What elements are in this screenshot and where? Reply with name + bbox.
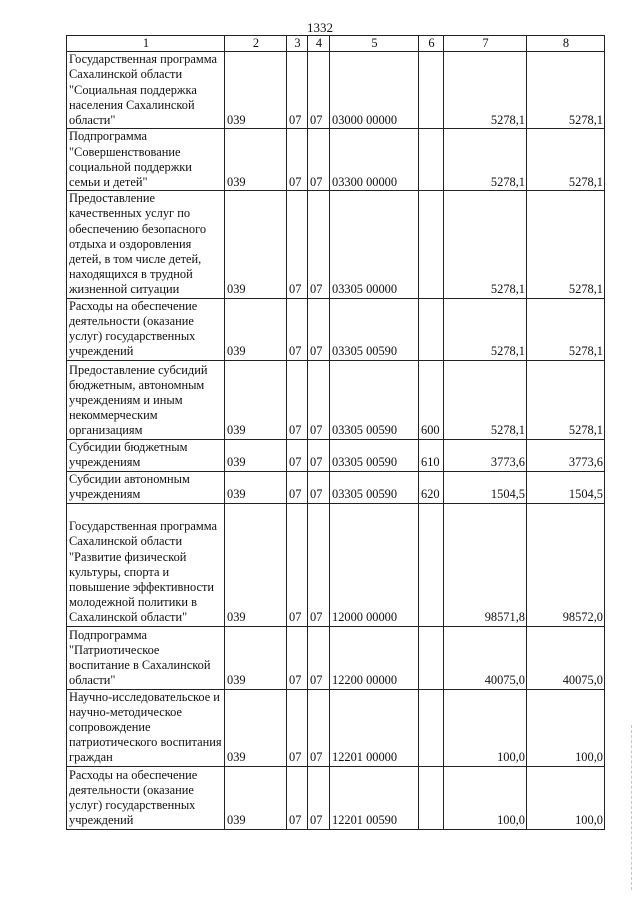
row-section-cell: 07 <box>287 129 308 191</box>
row-subsection-cell: 07 <box>308 129 330 191</box>
row-amount2-cell: 98572,0 <box>527 503 605 626</box>
row-code-cell: 039 <box>225 298 287 360</box>
row-amount2-cell: 5278,1 <box>527 298 605 360</box>
row-amount2-cell: 3773,6 <box>527 439 605 471</box>
table-row <box>67 626 605 689</box>
header-cell: 7 <box>444 36 527 52</box>
row-name-cell: Государственная программа Сахалинской области "Социальная поддержка населения Сахалинской области" <box>67 52 225 129</box>
row-section-cell: 07 <box>287 52 308 129</box>
scan-edge-marks <box>631 725 634 890</box>
row-code-cell: 039 <box>225 52 287 129</box>
table-row <box>67 766 605 829</box>
table-row <box>67 191 605 298</box>
row-name-cell: Подпрограмма "Совершенствование социальной поддержки семьи и детей" <box>67 129 225 191</box>
row-expense-type-cell <box>419 298 444 360</box>
row-amount-cell: 100,0 <box>444 766 527 829</box>
row-amount2-cell: 100,0 <box>527 766 605 829</box>
row-code-cell: 039 <box>225 360 287 439</box>
row-subsection-cell: 07 <box>308 626 330 689</box>
row-expense-type-cell: 600 <box>419 360 444 439</box>
table-row <box>67 298 605 360</box>
row-code-cell: 039 <box>225 766 287 829</box>
row-amount2-cell: 5278,1 <box>527 52 605 129</box>
row-expense-type-cell <box>419 766 444 829</box>
row-amount-cell: 5278,1 <box>444 129 527 191</box>
row-code-cell: 039 <box>225 626 287 689</box>
row-amount2-cell: 100,0 <box>527 689 605 766</box>
row-target-cell: 12201 00590 <box>330 766 419 829</box>
page-number: 1332 <box>307 20 333 35</box>
row-section-cell: 07 <box>287 360 308 439</box>
table-row <box>67 360 605 439</box>
table-row <box>67 439 605 471</box>
row-name-cell: Субсидии автономным учреждениям <box>67 471 225 503</box>
table-row <box>67 52 605 129</box>
header-cell: 3 <box>287 36 308 52</box>
row-code-cell: 039 <box>225 191 287 298</box>
row-amount-cell: 98571,8 <box>444 503 527 626</box>
row-expense-type-cell <box>419 129 444 191</box>
row-name-cell: Государственная программа Сахалинской области "Развитие физической культуры, спорта и повышение эффективности молодежной политики в Сахалинской области" <box>67 503 225 626</box>
row-amount2-cell: 1504,5 <box>527 471 605 503</box>
row-expense-type-cell: 620 <box>419 471 444 503</box>
table-row <box>67 689 605 766</box>
row-section-cell: 07 <box>287 626 308 689</box>
row-section-cell: 07 <box>287 298 308 360</box>
row-subsection-cell: 07 <box>308 191 330 298</box>
row-amount-cell: 5278,1 <box>444 360 527 439</box>
table-row <box>67 129 605 191</box>
row-expense-type-cell <box>419 191 444 298</box>
row-name-cell: Предоставление качественных услуг по обеспечению безопасного отдыха и оздоровления детей, в том числе детей, находящихся в трудной жизненной ситуации <box>67 191 225 298</box>
row-code-cell: 039 <box>225 689 287 766</box>
row-name-cell: Расходы на обеспечение деятельности (оказание услуг) государственных учреждений <box>67 298 225 360</box>
row-expense-type-cell <box>419 503 444 626</box>
row-section-cell: 07 <box>287 503 308 626</box>
row-section-cell: 07 <box>287 439 308 471</box>
row-code-cell: 039 <box>225 439 287 471</box>
row-subsection-cell: 07 <box>308 52 330 129</box>
row-code-cell: 039 <box>225 471 287 503</box>
row-target-cell: 03305 00590 <box>330 360 419 439</box>
row-amount-cell: 5278,1 <box>444 191 527 298</box>
row-name-cell: Субсидии бюджетным учреждениям <box>67 439 225 471</box>
row-subsection-cell: 07 <box>308 298 330 360</box>
row-expense-type-cell <box>419 626 444 689</box>
row-amount-cell: 5278,1 <box>444 52 527 129</box>
row-name-cell: Подпрограмма "Патриотическое воспитание в Сахалинской области" <box>67 626 225 689</box>
row-target-cell: 12000 00000 <box>330 503 419 626</box>
row-code-cell: 039 <box>225 503 287 626</box>
row-amount2-cell: 5278,1 <box>527 129 605 191</box>
header-row <box>67 36 605 52</box>
row-target-cell: 03305 00590 <box>330 471 419 503</box>
header-cell: 8 <box>527 36 605 52</box>
row-amount-cell: 40075,0 <box>444 626 527 689</box>
row-subsection-cell: 07 <box>308 360 330 439</box>
row-subsection-cell: 07 <box>308 766 330 829</box>
row-target-cell: 12200 00000 <box>330 626 419 689</box>
row-amount-cell: 100,0 <box>444 689 527 766</box>
row-amount2-cell: 40075,0 <box>527 626 605 689</box>
row-section-cell: 07 <box>287 471 308 503</box>
table-body <box>67 52 605 829</box>
row-subsection-cell: 07 <box>308 503 330 626</box>
row-subsection-cell: 07 <box>308 471 330 503</box>
table-row <box>67 471 605 503</box>
row-name-cell: Научно-исследовательское и научно-методическое сопровождение патриотического воспитания граждан <box>67 689 225 766</box>
row-target-cell: 03305 00590 <box>330 439 419 471</box>
row-target-cell: 03305 00000 <box>330 191 419 298</box>
row-amount-cell: 3773,6 <box>444 439 527 471</box>
row-subsection-cell: 07 <box>308 439 330 471</box>
header-cell: 6 <box>419 36 444 52</box>
budget-table <box>66 35 605 830</box>
row-target-cell: 03000 00000 <box>330 52 419 129</box>
header-cell: 2 <box>225 36 287 52</box>
table-row <box>67 503 605 626</box>
header-cell: 1 <box>67 36 225 52</box>
row-expense-type-cell <box>419 52 444 129</box>
header-cell: 5 <box>330 36 419 52</box>
row-section-cell: 07 <box>287 191 308 298</box>
row-target-cell: 12201 00000 <box>330 689 419 766</box>
row-expense-type-cell <box>419 689 444 766</box>
row-expense-type-cell: 610 <box>419 439 444 471</box>
header-cell: 4 <box>308 36 330 52</box>
row-target-cell: 03305 00590 <box>330 298 419 360</box>
row-amount2-cell: 5278,1 <box>527 360 605 439</box>
row-target-cell: 03300 00000 <box>330 129 419 191</box>
row-name-cell: Предоставление субсидий бюджетным, автономным учреждениям и иным некоммерческим организациям <box>67 360 225 439</box>
row-amount2-cell: 5278,1 <box>527 191 605 298</box>
row-section-cell: 07 <box>287 766 308 829</box>
row-section-cell: 07 <box>287 689 308 766</box>
row-amount-cell: 5278,1 <box>444 298 527 360</box>
row-code-cell: 039 <box>225 129 287 191</box>
row-amount-cell: 1504,5 <box>444 471 527 503</box>
row-name-cell: Расходы на обеспечение деятельности (оказание услуг) государственных учреждений <box>67 766 225 829</box>
row-subsection-cell: 07 <box>308 689 330 766</box>
